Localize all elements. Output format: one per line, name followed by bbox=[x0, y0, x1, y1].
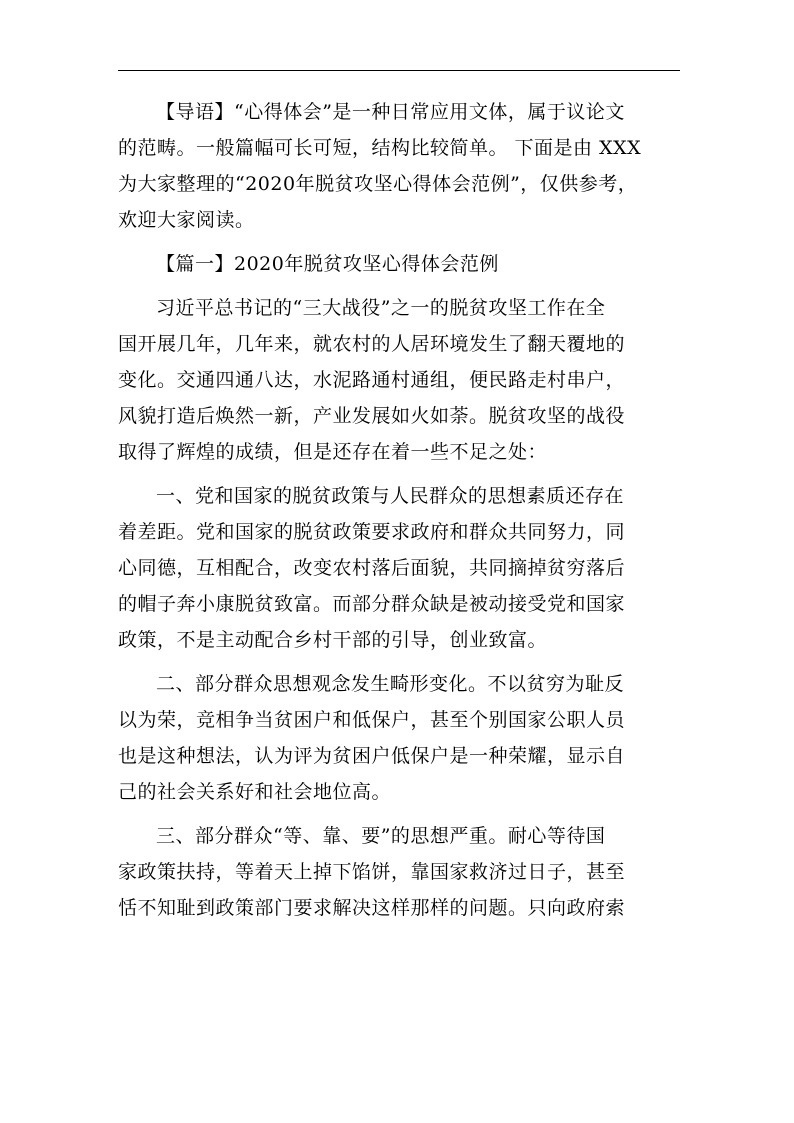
text-line: 取得了辉煌的成绩，但是还存在着一些不足之处： bbox=[118, 441, 548, 463]
text-line: 恬不知耻到政策部门要求解决这样那样的问题。只向政府索 bbox=[118, 897, 626, 919]
section-heading bbox=[118, 246, 680, 282]
text-line: 己的社会关系好和社会地位高。 bbox=[118, 781, 392, 803]
document-body bbox=[118, 94, 680, 926]
text-line: 着差距。党和国家的脱贫政策要求政府和群众共同努力，同 bbox=[118, 521, 626, 543]
paragraph-gap bbox=[118, 810, 680, 818]
text-line: 【导语】“心得体会”是一种日常应用文体，属于议论文 bbox=[156, 101, 625, 123]
paragraph-gap bbox=[118, 282, 680, 290]
text-line: 为大家整理的“2020年脱贫攻坚心得体会范例”，仅供参考， bbox=[118, 173, 638, 195]
text-line: 的范畴。一般篇幅可长可短，结构比较简单。 下面是由 XXX bbox=[118, 137, 642, 159]
text-line: 家政策扶持，等着天上掉下馅饼，靠国家救济过日子，甚至 bbox=[118, 861, 626, 883]
text-line: 变化。交通四通八达，水泥路通村通组，便民路走村串户， bbox=[118, 369, 626, 391]
paragraph bbox=[118, 478, 680, 658]
paragraph-gap bbox=[118, 238, 680, 246]
text-line: 国开展几年，几年来，就农村的人居环境发生了翻天覆地的 bbox=[118, 333, 626, 355]
paragraph-gap bbox=[118, 658, 680, 666]
paragraph bbox=[118, 818, 680, 926]
text-line: 也是这种想法，认为评为贫困户低保户是一种荣耀，显示自 bbox=[118, 745, 626, 767]
text-line: 习近平总书记的“三大战役”之一的脱贫攻坚工作在全 bbox=[156, 297, 606, 319]
text-line: 政策，不是主动配合乡村干部的引导，创业致富。 bbox=[118, 629, 548, 651]
text-line: 欢迎大家阅读。 bbox=[118, 209, 255, 231]
text-line: 三、部分群众“等、靠、要”的思想严重。耐心等待国 bbox=[156, 825, 606, 847]
paragraph bbox=[118, 290, 680, 470]
header-rule bbox=[118, 70, 680, 71]
text-line: 【篇一】2020年脱贫攻坚心得体会范例 bbox=[156, 253, 499, 275]
text-line: 风貌打造后焕然一新，产业发展如火如荼。脱贫攻坚的战役 bbox=[118, 405, 626, 427]
text-line: 以为荣，竞相争当贫困户和低保户，甚至个别国家公职人员 bbox=[118, 709, 626, 731]
paragraph-gap bbox=[118, 470, 680, 478]
text-line: 一、党和国家的脱贫政策与人民群众的思想素质还存在 bbox=[156, 485, 625, 507]
text-line: 的帽子奔小康脱贫致富。而部分群众缺是被动接受党和国家 bbox=[118, 593, 626, 615]
paragraph-intro bbox=[118, 94, 680, 238]
paragraph bbox=[118, 666, 680, 810]
text-line: 心同德，互相配合，改变农村落后面貌，共同摘掉贫穷落后 bbox=[118, 557, 626, 579]
text-line: 二、部分群众思想观念发生畸形变化。不以贫穷为耻反 bbox=[156, 673, 625, 695]
